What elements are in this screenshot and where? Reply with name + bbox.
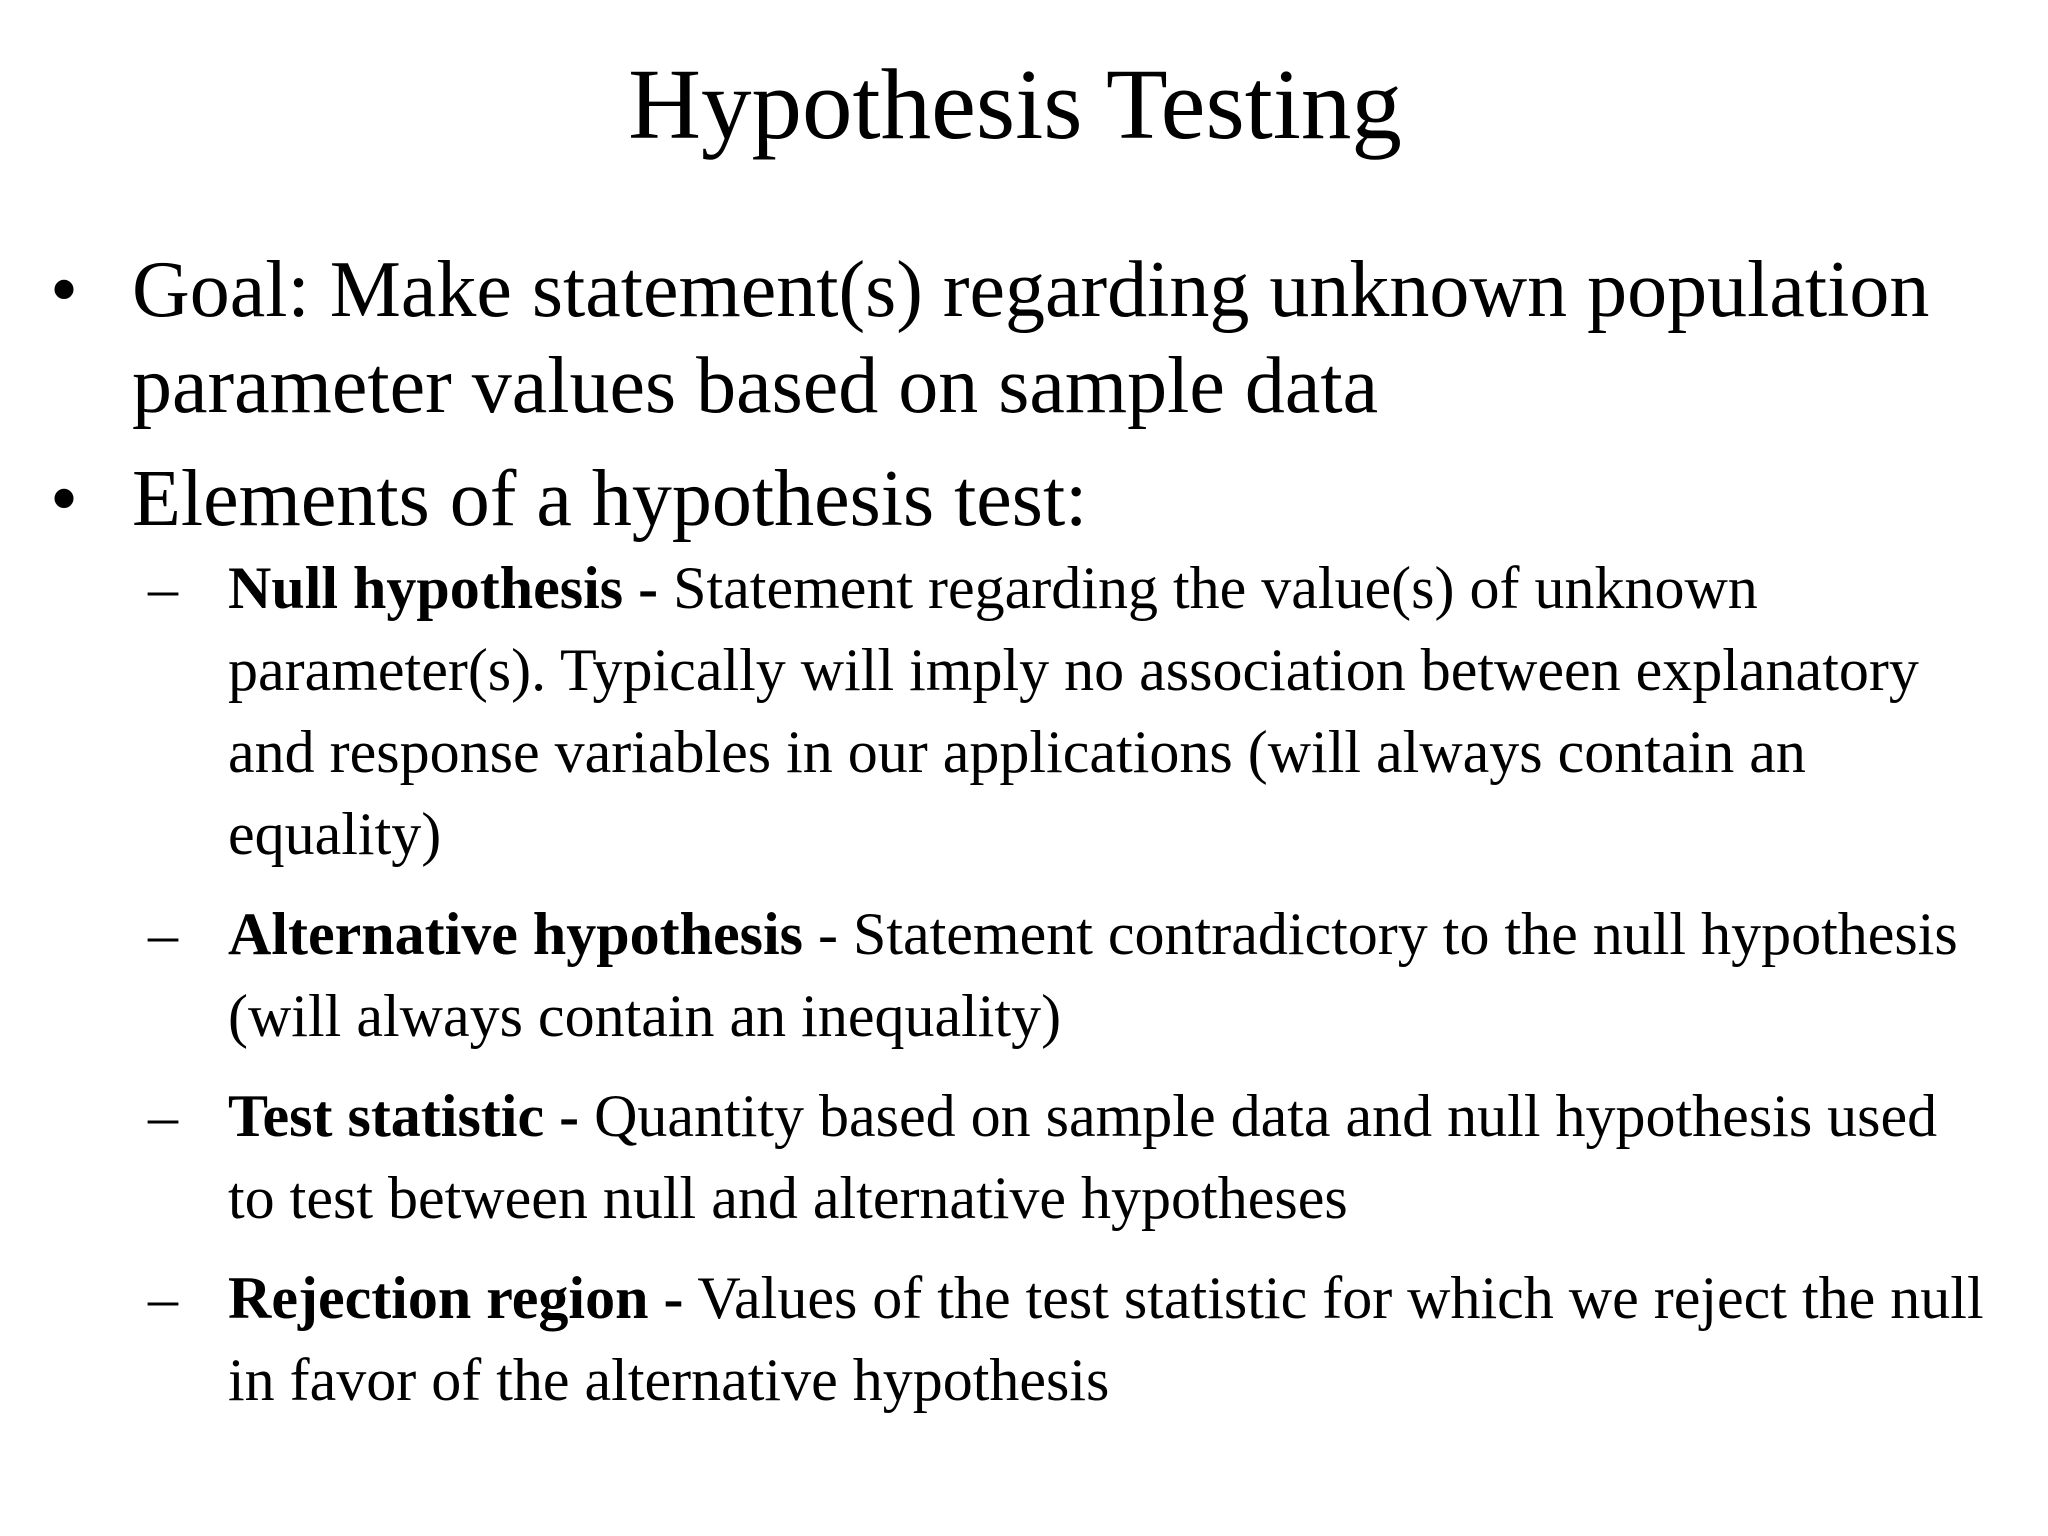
term-null-hypothesis: Null hypothesis - [228, 555, 659, 621]
bullet-text: Elements of a hypothesis test: [132, 455, 1088, 543]
definition-test-statistic: Quantity based on sample data and null hypothesis used to test between null and alternative hypotheses [228, 1083, 1938, 1231]
bullet-marker: • [50, 246, 79, 334]
definition-rejection-region: Values of the test statistic for which we reject the null in favor of the alternative hypothesis [228, 1265, 1984, 1413]
sub-item-null-hypothesis [50, 547, 1990, 875]
term-rejection-region: Rejection region - [228, 1265, 684, 1331]
term-test-statistic: Test statistic - [228, 1083, 580, 1149]
bullet-marker: • [50, 455, 79, 543]
sub-marker: – [148, 1083, 178, 1149]
sub-marker: – [148, 1265, 178, 1331]
sub-item-test-statistic [50, 1075, 1990, 1239]
bullet-goal [50, 242, 1990, 434]
sub-item-alternative-hypothesis [50, 893, 1990, 1057]
definition-null-hypothesis: Statement regarding the value(s) of unknown parameter(s). Typically will imply no association between explanatory and response variables in our applications (will always contain an equality) [228, 555, 1919, 867]
slide-title: Hypothesis Testing [628, 48, 1402, 160]
bullet-list [50, 242, 1990, 1439]
sub-item-rejection-region [50, 1257, 1990, 1421]
term-alternative-hypothesis: Alternative hypothesis [228, 901, 803, 967]
sub-marker: – [148, 555, 178, 621]
definition-alternative-hypothesis: - Statement contradictory to the null hypothesis (will always contain an inequality) [228, 901, 1958, 1049]
sub-marker: – [148, 901, 178, 967]
bullet-elements [50, 451, 1990, 1421]
bullet-text: Goal: Make statement(s) regarding unknown population parameter values based on sample data [132, 246, 1930, 430]
sub-bullet-list [50, 547, 1990, 1421]
